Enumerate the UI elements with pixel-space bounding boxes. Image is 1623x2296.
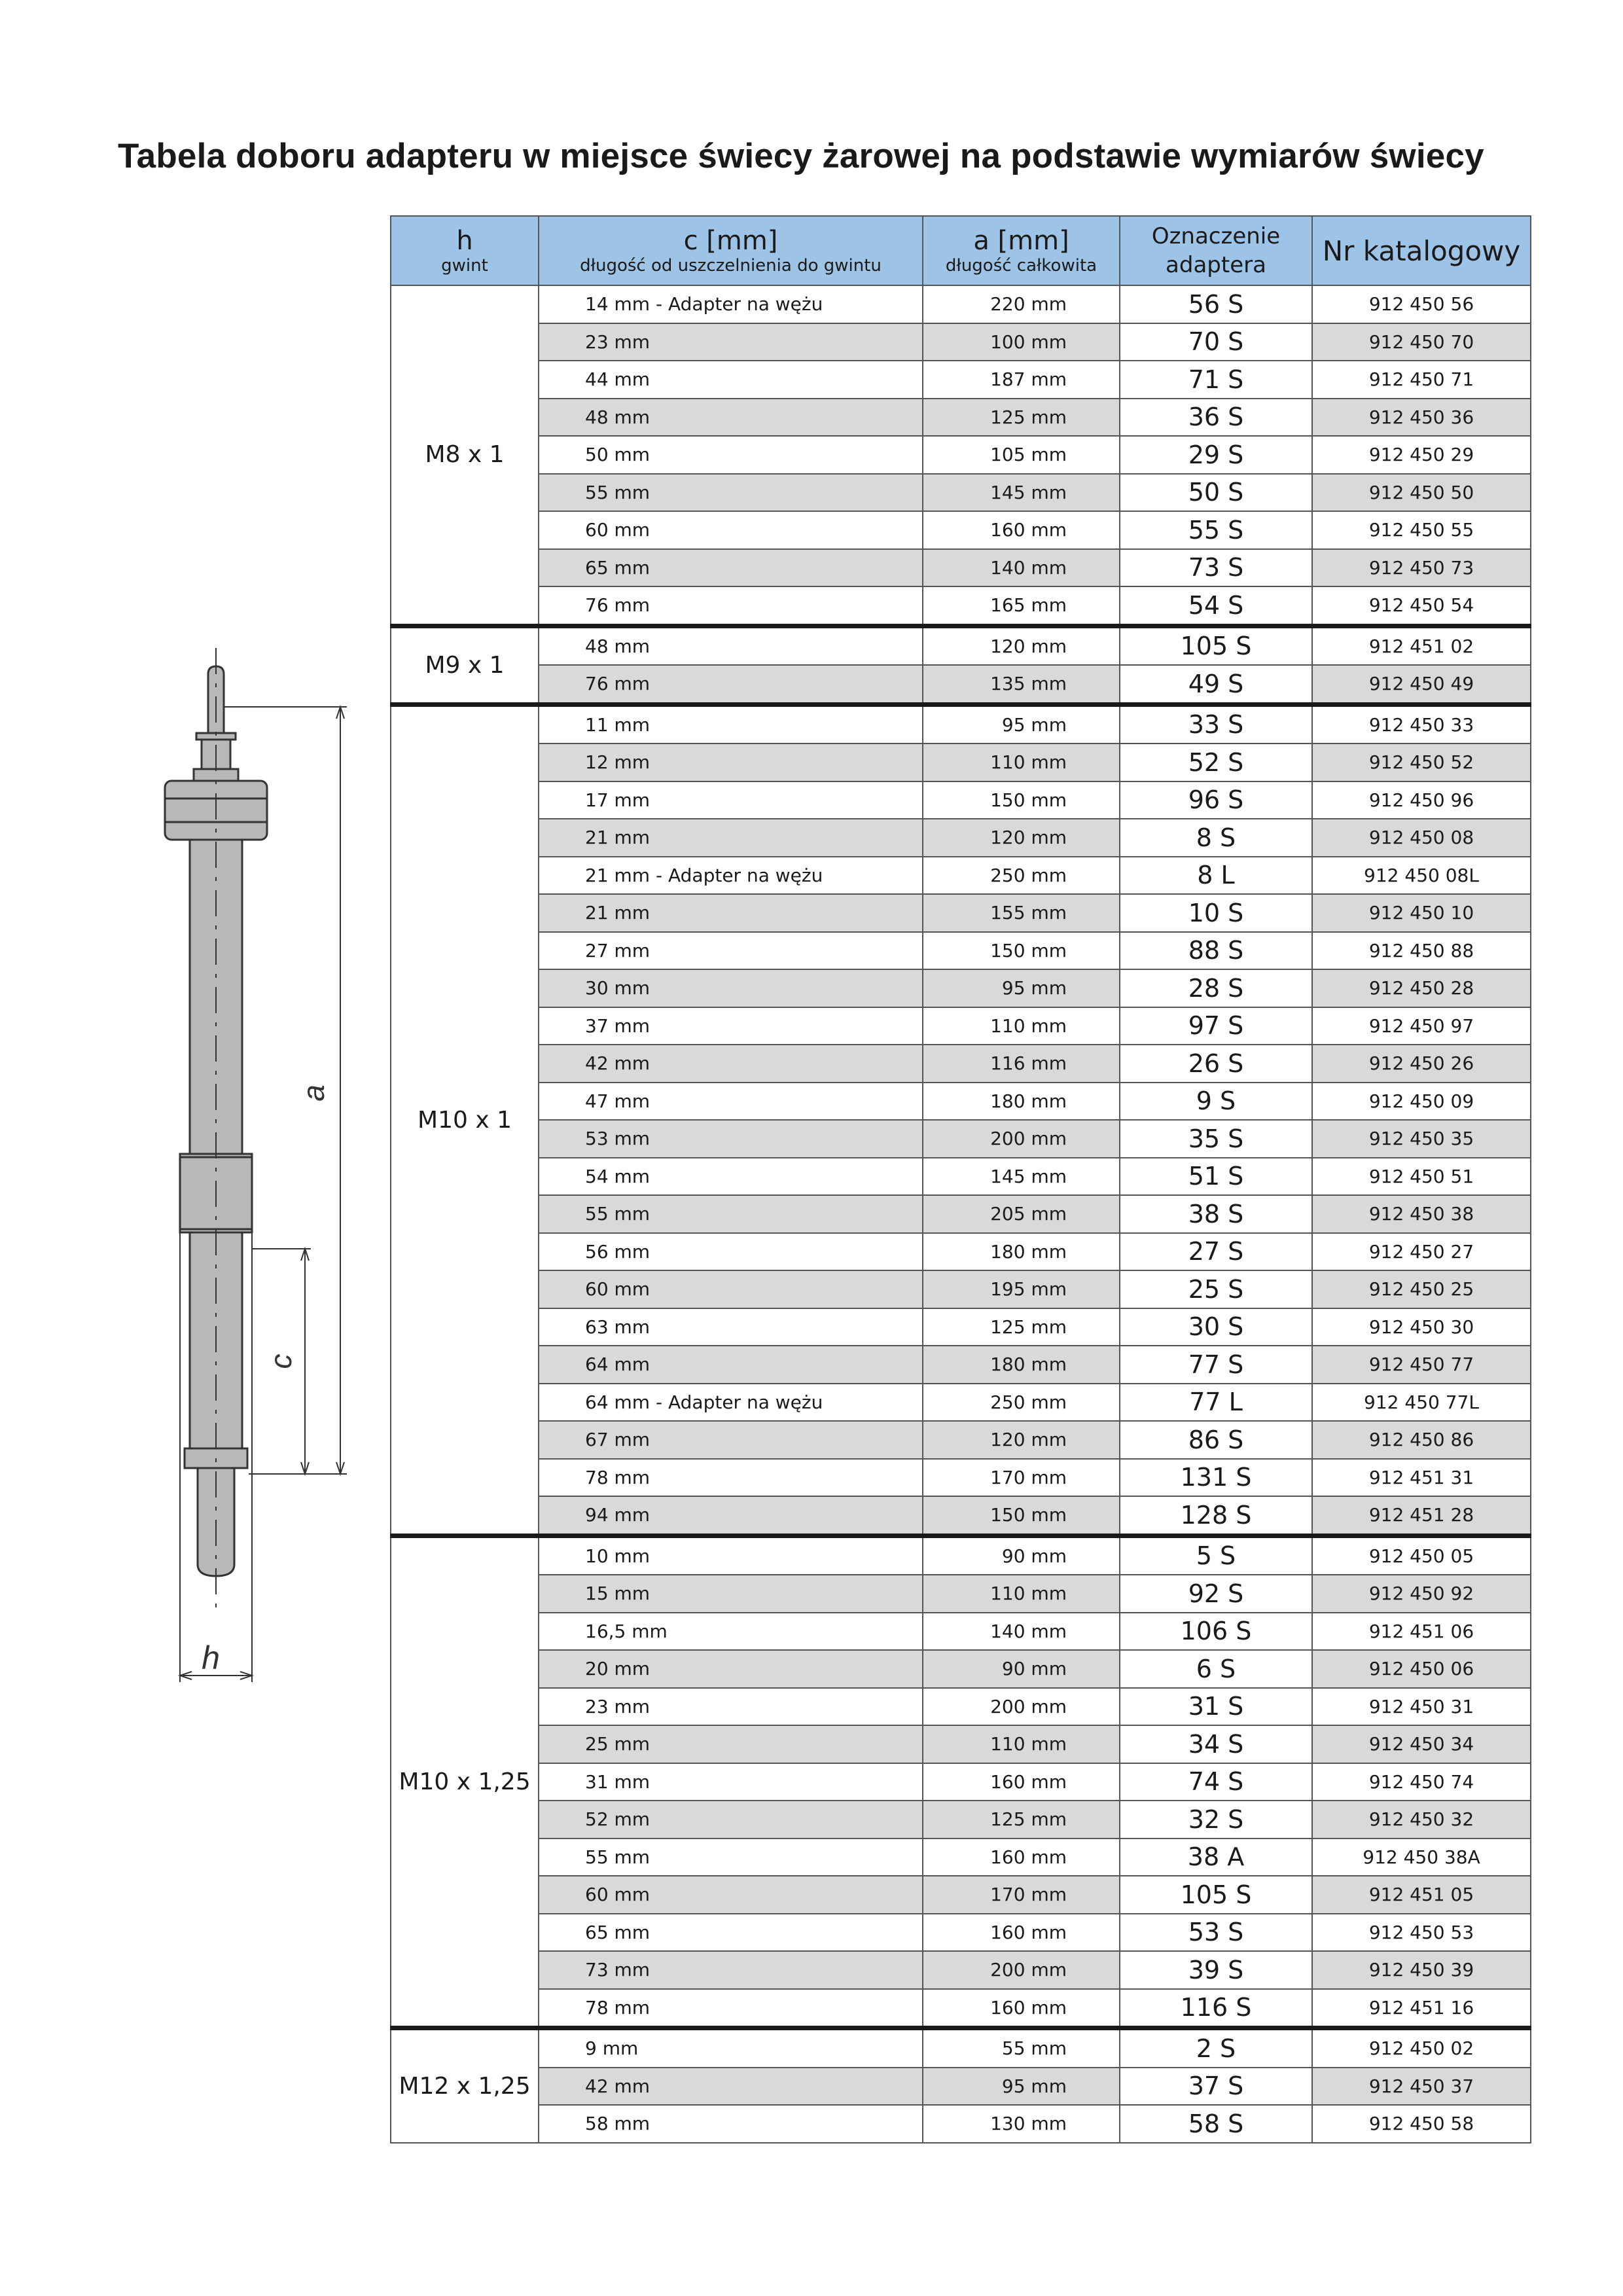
length-c-cell: 9 mm <box>539 2028 923 2068</box>
catalog-number-cell: 912 450 30 <box>1312 1308 1531 1346</box>
catalog-number-cell: 912 450 36 <box>1312 399 1531 437</box>
catalog-number-cell: 912 450 09 <box>1312 1083 1531 1121</box>
adapter-code-cell: 71 S <box>1120 361 1312 399</box>
length-a-cell: 160 mm <box>923 1839 1120 1876</box>
adapter-code-cell: 92 S <box>1120 1575 1312 1613</box>
adapter-code-cell: 9 S <box>1120 1083 1312 1121</box>
length-a-cell: 180 mm <box>923 1346 1120 1384</box>
length-a-cell: 150 mm <box>923 1496 1120 1535</box>
length-c-cell: 58 mm <box>539 2105 923 2143</box>
table-row <box>391 665 1531 704</box>
table-header-row <box>391 216 1531 285</box>
catalog-number-cell: 912 450 54 <box>1312 586 1531 626</box>
table-row <box>391 1914 1531 1952</box>
adapter-code-cell: 38 S <box>1120 1195 1312 1233</box>
adapter-code-cell: 88 S <box>1120 932 1312 970</box>
length-a-cell: 195 mm <box>923 1270 1120 1308</box>
catalog-number-cell: 912 450 38 <box>1312 1195 1531 1233</box>
adapter-code-cell: 77 S <box>1120 1346 1312 1384</box>
length-a-cell: 90 mm <box>923 1650 1120 1688</box>
catalog-number-cell: 912 450 56 <box>1312 285 1531 323</box>
adapter-code-cell: 97 S <box>1120 1007 1312 1045</box>
table-row <box>391 781 1531 819</box>
length-c-cell: 16,5 mm <box>539 1613 923 1651</box>
catalog-number-cell: 912 450 73 <box>1312 549 1531 587</box>
catalog-number-cell: 912 450 50 <box>1312 474 1531 512</box>
adapter-code-cell: 51 S <box>1120 1158 1312 1196</box>
length-a-cell: 120 mm <box>923 1421 1120 1459</box>
length-a-cell: 110 mm <box>923 1575 1120 1613</box>
adapter-code-cell: 37 S <box>1120 2068 1312 2106</box>
table-row <box>391 704 1531 744</box>
length-a-cell: 110 mm <box>923 1725 1120 1763</box>
length-a-cell: 170 mm <box>923 1876 1120 1914</box>
table-row <box>391 511 1531 549</box>
length-a-cell: 145 mm <box>923 474 1120 512</box>
adapter-code-cell: 8 S <box>1120 819 1312 857</box>
adapter-code-cell: 106 S <box>1120 1613 1312 1651</box>
catalog-number-cell: 912 450 05 <box>1312 1535 1531 1575</box>
length-c-cell: 78 mm <box>539 1989 923 2028</box>
length-c-cell: 23 mm <box>539 323 923 361</box>
thread-group <box>391 2028 1531 2143</box>
adapter-code-cell: 29 S <box>1120 436 1312 474</box>
length-c-cell: 42 mm <box>539 2068 923 2106</box>
adapter-code-cell: 28 S <box>1120 969 1312 1007</box>
adapter-code-cell: 53 S <box>1120 1914 1312 1952</box>
length-c-cell: 11 mm <box>539 704 923 744</box>
length-c-cell: 20 mm <box>539 1650 923 1688</box>
catalog-number-cell: 912 450 08 <box>1312 819 1531 857</box>
table-row <box>391 1045 1531 1083</box>
length-a-cell: 90 mm <box>923 1535 1120 1575</box>
catalog-number-cell: 912 450 71 <box>1312 361 1531 399</box>
length-c-cell: 64 mm - Adapter na wężu <box>539 1384 923 1422</box>
length-a-cell: 200 mm <box>923 1951 1120 1989</box>
table-row <box>391 1575 1531 1613</box>
length-c-cell: 21 mm - Adapter na wężu <box>539 857 923 895</box>
length-a-cell: 170 mm <box>923 1459 1120 1497</box>
length-c-cell: 65 mm <box>539 1914 923 1952</box>
adapter-code-cell: 10 S <box>1120 894 1312 932</box>
adapter-code-cell: 2 S <box>1120 2028 1312 2068</box>
table-row <box>391 1951 1531 1989</box>
table-row <box>391 1688 1531 1726</box>
catalog-number-cell: 912 450 33 <box>1312 704 1531 744</box>
adapter-code-cell: 27 S <box>1120 1233 1312 1271</box>
adapter-code-cell: 96 S <box>1120 781 1312 819</box>
length-a-cell: 250 mm <box>923 1384 1120 1422</box>
length-c-cell: 55 mm <box>539 1839 923 1876</box>
table-row <box>391 1801 1531 1839</box>
adapter-code-cell: 116 S <box>1120 1989 1312 2028</box>
catalog-number-cell: 912 450 58 <box>1312 2105 1531 2143</box>
table-row <box>391 2105 1531 2143</box>
table-row <box>391 1613 1531 1651</box>
glow-plug-diagram <box>151 648 366 1695</box>
catalog-number-cell: 912 450 97 <box>1312 1007 1531 1045</box>
length-c-cell: 56 mm <box>539 1233 923 1271</box>
header-c-label: c [mm] <box>683 226 778 256</box>
length-c-cell: 76 mm <box>539 665 923 704</box>
header-c-sub: długość od uszczelnienia do gwintu <box>580 256 882 276</box>
thread-cell: M10 x 1,25 <box>391 1535 539 2028</box>
adapter-code-cell: 35 S <box>1120 1120 1312 1158</box>
adapter-code-cell: 52 S <box>1120 744 1312 781</box>
label-h: h <box>202 1640 220 1676</box>
length-c-cell: 14 mm - Adapter na wężu <box>539 285 923 323</box>
length-a-cell: 160 mm <box>923 1763 1120 1801</box>
length-c-cell: 15 mm <box>539 1575 923 1613</box>
adapter-code-cell: 128 S <box>1120 1496 1312 1535</box>
length-a-cell: 187 mm <box>923 361 1120 399</box>
catalog-number-cell: 912 450 86 <box>1312 1421 1531 1459</box>
catalog-number-cell: 912 450 88 <box>1312 932 1531 970</box>
length-c-cell: 78 mm <box>539 1459 923 1497</box>
adapter-code-cell: 50 S <box>1120 474 1312 512</box>
length-c-cell: 42 mm <box>539 1045 923 1083</box>
length-a-cell: 110 mm <box>923 744 1120 781</box>
table-row <box>391 2028 1531 2068</box>
catalog-number-cell: 912 451 02 <box>1312 626 1531 665</box>
adapter-code-cell: 30 S <box>1120 1308 1312 1346</box>
catalog-number-cell: 912 450 34 <box>1312 1725 1531 1763</box>
thread-cell: M12 x 1,25 <box>391 2028 539 2143</box>
length-c-cell: 52 mm <box>539 1801 923 1839</box>
table-row <box>391 1083 1531 1121</box>
table-row <box>391 399 1531 437</box>
thread-cell: M8 x 1 <box>391 285 539 626</box>
adapter-code-cell: 77 L <box>1120 1384 1312 1422</box>
table-row <box>391 1233 1531 1271</box>
catalog-number-cell: 912 450 51 <box>1312 1158 1531 1196</box>
header-oznaczenie <box>1120 216 1312 285</box>
header-nr-label: Nr katalogowy <box>1322 234 1521 267</box>
length-c-cell: 60 mm <box>539 1876 923 1914</box>
length-c-cell: 12 mm <box>539 744 923 781</box>
adapter-code-cell: 86 S <box>1120 1421 1312 1459</box>
length-a-cell: 220 mm <box>923 285 1120 323</box>
adapter-code-cell: 49 S <box>1120 665 1312 704</box>
thread-group <box>391 1535 1531 2028</box>
length-c-cell: 64 mm <box>539 1346 923 1384</box>
page-title: Tabela doboru adapteru w miejsce świecy żarowej na podstawie wymiarów świecy <box>118 137 1484 175</box>
adapter-code-cell: 8 L <box>1120 857 1312 895</box>
table-row <box>391 626 1531 665</box>
length-c-cell: 73 mm <box>539 1951 923 1989</box>
adapter-code-cell: 33 S <box>1120 704 1312 744</box>
length-a-cell: 116 mm <box>923 1045 1120 1083</box>
length-c-cell: 17 mm <box>539 781 923 819</box>
table-row <box>391 1989 1531 2028</box>
length-c-cell: 60 mm <box>539 1270 923 1308</box>
length-c-cell: 48 mm <box>539 399 923 437</box>
length-c-cell: 21 mm <box>539 819 923 857</box>
catalog-number-cell: 912 450 26 <box>1312 1045 1531 1083</box>
table-row <box>391 969 1531 1007</box>
table-row <box>391 1459 1531 1497</box>
length-a-cell: 165 mm <box>923 586 1120 626</box>
catalog-number-cell: 912 450 10 <box>1312 894 1531 932</box>
table-row <box>391 1346 1531 1384</box>
table-row <box>391 894 1531 932</box>
table-row <box>391 857 1531 895</box>
table-row <box>391 323 1531 361</box>
length-c-cell: 63 mm <box>539 1308 923 1346</box>
table-row <box>391 285 1531 323</box>
adapter-code-cell: 54 S <box>1120 586 1312 626</box>
catalog-number-cell: 912 450 52 <box>1312 744 1531 781</box>
length-c-cell: 65 mm <box>539 549 923 587</box>
adapter-code-cell: 131 S <box>1120 1459 1312 1497</box>
adapter-code-cell: 25 S <box>1120 1270 1312 1308</box>
table-row <box>391 1650 1531 1688</box>
table-row <box>391 474 1531 512</box>
adapter-code-cell: 39 S <box>1120 1951 1312 1989</box>
length-c-cell: 94 mm <box>539 1496 923 1535</box>
table-row <box>391 1120 1531 1158</box>
catalog-number-cell: 912 450 37 <box>1312 2068 1531 2106</box>
length-a-cell: 160 mm <box>923 511 1120 549</box>
table-row <box>391 1876 1531 1914</box>
length-c-cell: 55 mm <box>539 1195 923 1233</box>
length-a-cell: 125 mm <box>923 1801 1120 1839</box>
length-a-cell: 145 mm <box>923 1158 1120 1196</box>
catalog-number-cell: 912 450 38A <box>1312 1839 1531 1876</box>
length-a-cell: 140 mm <box>923 1613 1120 1651</box>
catalog-number-cell: 912 451 28 <box>1312 1496 1531 1535</box>
length-a-cell: 95 mm <box>923 2068 1120 2106</box>
length-c-cell: 27 mm <box>539 932 923 970</box>
adapter-code-cell: 32 S <box>1120 1801 1312 1839</box>
adapter-code-cell: 58 S <box>1120 2105 1312 2143</box>
table-row <box>391 1384 1531 1422</box>
thread-cell: M9 x 1 <box>391 626 539 704</box>
adapter-code-cell: 56 S <box>1120 285 1312 323</box>
length-a-cell: 150 mm <box>923 781 1120 819</box>
table-row <box>391 1763 1531 1801</box>
length-c-cell: 25 mm <box>539 1725 923 1763</box>
catalog-number-cell: 912 450 74 <box>1312 1763 1531 1801</box>
catalog-number-cell: 912 450 77L <box>1312 1384 1531 1422</box>
catalog-number-cell: 912 450 32 <box>1312 1801 1531 1839</box>
adapter-code-cell: 70 S <box>1120 323 1312 361</box>
length-a-cell: 200 mm <box>923 1120 1120 1158</box>
length-a-cell: 130 mm <box>923 2105 1120 2143</box>
table-row <box>391 1535 1531 1575</box>
adapter-code-cell: 34 S <box>1120 1725 1312 1763</box>
thread-cell: M10 x 1 <box>391 704 539 1535</box>
header-oznaczenie-line1: Oznaczenie <box>1151 223 1281 249</box>
catalog-number-cell: 912 450 49 <box>1312 665 1531 704</box>
adapter-code-cell: 31 S <box>1120 1688 1312 1726</box>
table-row <box>391 586 1531 626</box>
length-a-cell: 125 mm <box>923 1308 1120 1346</box>
length-c-cell: 55 mm <box>539 474 923 512</box>
length-c-cell: 30 mm <box>539 969 923 1007</box>
length-a-cell: 100 mm <box>923 323 1120 361</box>
length-c-cell: 76 mm <box>539 586 923 626</box>
adapter-code-cell: 5 S <box>1120 1535 1312 1575</box>
catalog-number-cell: 912 450 77 <box>1312 1346 1531 1384</box>
catalog-number-cell: 912 451 16 <box>1312 1989 1531 2028</box>
length-a-cell: 160 mm <box>923 1914 1120 1952</box>
catalog-number-cell: 912 450 25 <box>1312 1270 1531 1308</box>
length-a-cell: 155 mm <box>923 894 1120 932</box>
header-nr-katalogowy <box>1312 216 1531 285</box>
table-row <box>391 1839 1531 1876</box>
table-row <box>391 1725 1531 1763</box>
length-a-cell: 120 mm <box>923 819 1120 857</box>
length-c-cell: 21 mm <box>539 894 923 932</box>
table-row <box>391 1421 1531 1459</box>
length-c-cell: 54 mm <box>539 1158 923 1196</box>
header-a <box>923 216 1120 285</box>
catalog-number-cell: 912 450 35 <box>1312 1120 1531 1158</box>
catalog-number-cell: 912 450 29 <box>1312 436 1531 474</box>
adapter-code-cell: 105 S <box>1120 626 1312 665</box>
table-row <box>391 436 1531 474</box>
catalog-number-cell: 912 450 31 <box>1312 1688 1531 1726</box>
header-c <box>539 216 923 285</box>
length-a-cell: 95 mm <box>923 969 1120 1007</box>
length-c-cell: 47 mm <box>539 1083 923 1121</box>
length-c-cell: 53 mm <box>539 1120 923 1158</box>
table-row <box>391 1496 1531 1535</box>
length-a-cell: 95 mm <box>923 704 1120 744</box>
catalog-number-cell: 912 450 96 <box>1312 781 1531 819</box>
catalog-number-cell: 912 450 92 <box>1312 1575 1531 1613</box>
adapter-code-cell: 6 S <box>1120 1650 1312 1688</box>
adapter-code-cell: 105 S <box>1120 1876 1312 1914</box>
catalog-number-cell: 912 451 06 <box>1312 1613 1531 1651</box>
length-c-cell: 50 mm <box>539 436 923 474</box>
header-oznaczenie-line2: adaptera <box>1166 252 1266 278</box>
header-h-sub: gwint <box>441 256 488 276</box>
header-h <box>391 216 539 285</box>
length-c-cell: 37 mm <box>539 1007 923 1045</box>
thread-group <box>391 285 1531 626</box>
table-row <box>391 1158 1531 1196</box>
length-a-cell: 205 mm <box>923 1195 1120 1233</box>
thread-group <box>391 626 1531 704</box>
label-a: a <box>296 1085 330 1102</box>
table-row <box>391 1007 1531 1045</box>
adapter-code-cell: 73 S <box>1120 549 1312 587</box>
length-a-cell: 105 mm <box>923 436 1120 474</box>
length-c-cell: 23 mm <box>539 1688 923 1726</box>
catalog-number-cell: 912 450 39 <box>1312 1951 1531 1989</box>
table-row <box>391 549 1531 587</box>
catalog-number-cell: 912 450 08L <box>1312 857 1531 895</box>
length-a-cell: 150 mm <box>923 932 1120 970</box>
length-a-cell: 125 mm <box>923 399 1120 437</box>
adapter-code-cell: 55 S <box>1120 511 1312 549</box>
adapter-table <box>390 215 1531 2144</box>
catalog-number-cell: 912 451 05 <box>1312 1876 1531 1914</box>
length-c-cell: 44 mm <box>539 361 923 399</box>
catalog-number-cell: 912 450 28 <box>1312 969 1531 1007</box>
length-a-cell: 180 mm <box>923 1083 1120 1121</box>
length-c-cell: 48 mm <box>539 626 923 665</box>
table-row <box>391 1308 1531 1346</box>
header-a-sub: długość całkowita <box>945 256 1097 276</box>
length-a-cell: 135 mm <box>923 665 1120 704</box>
length-a-cell: 250 mm <box>923 857 1120 895</box>
length-a-cell: 200 mm <box>923 1688 1120 1726</box>
length-c-cell: 31 mm <box>539 1763 923 1801</box>
length-c-cell: 10 mm <box>539 1535 923 1575</box>
length-c-cell: 67 mm <box>539 1421 923 1459</box>
catalog-number-cell: 912 450 70 <box>1312 323 1531 361</box>
catalog-number-cell: 912 450 55 <box>1312 511 1531 549</box>
length-a-cell: 110 mm <box>923 1007 1120 1045</box>
adapter-code-cell: 38 A <box>1120 1839 1312 1876</box>
table-row <box>391 744 1531 781</box>
header-h-label: h <box>456 226 473 256</box>
label-c: c <box>264 1354 298 1369</box>
length-a-cell: 140 mm <box>923 549 1120 587</box>
length-a-cell: 120 mm <box>923 626 1120 665</box>
table-row <box>391 361 1531 399</box>
table-row <box>391 932 1531 970</box>
adapter-code-cell: 36 S <box>1120 399 1312 437</box>
table-row <box>391 1195 1531 1233</box>
catalog-number-cell: 912 450 06 <box>1312 1650 1531 1688</box>
length-a-cell: 160 mm <box>923 1989 1120 2028</box>
length-c-cell: 60 mm <box>539 511 923 549</box>
catalog-number-cell: 912 450 53 <box>1312 1914 1531 1952</box>
table-row <box>391 1270 1531 1308</box>
catalog-number-cell: 912 450 27 <box>1312 1233 1531 1271</box>
catalog-number-cell: 912 450 02 <box>1312 2028 1531 2068</box>
table-row <box>391 819 1531 857</box>
length-a-cell: 180 mm <box>923 1233 1120 1271</box>
adapter-code-cell: 26 S <box>1120 1045 1312 1083</box>
catalog-number-cell: 912 451 31 <box>1312 1459 1531 1497</box>
header-a-label: a [mm] <box>973 226 1069 256</box>
adapter-code-cell: 74 S <box>1120 1763 1312 1801</box>
table-row <box>391 2068 1531 2106</box>
length-a-cell: 55 mm <box>923 2028 1120 2068</box>
thread-group <box>391 704 1531 1535</box>
